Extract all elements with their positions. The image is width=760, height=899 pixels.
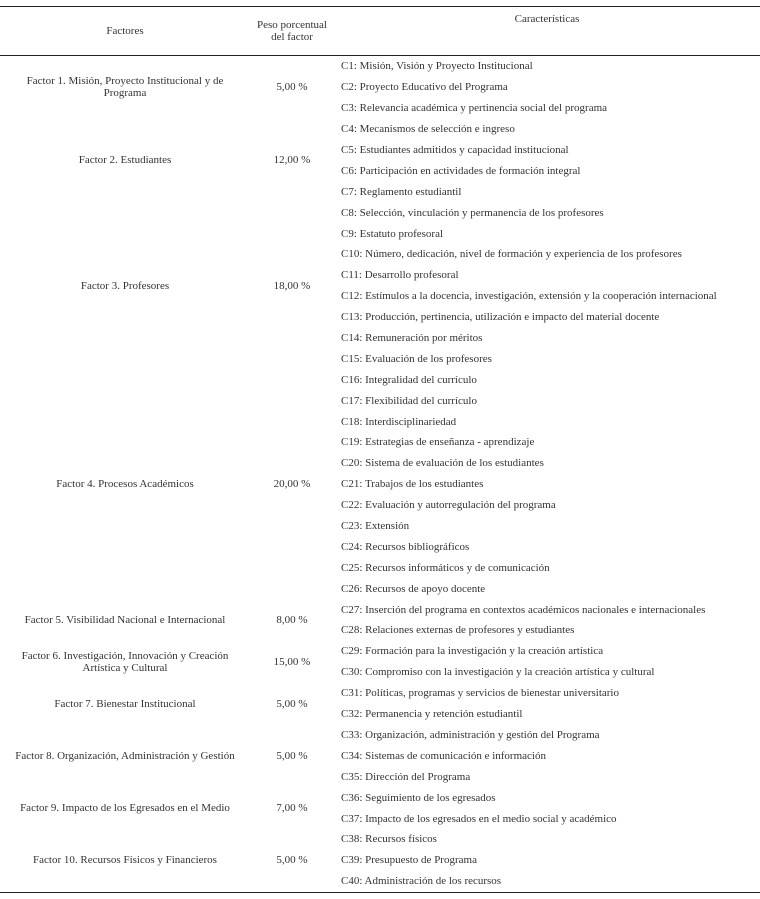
factor-name: Factor 5. Visibilidad Nacional e Internacional (24, 614, 226, 627)
factor-weight: 7,00 % (276, 802, 308, 815)
characteristic: C13: Producción, pertinencia, utilización e impacto del material docente (341, 311, 660, 324)
factor-weight: 20,00 % (273, 478, 311, 491)
table-row (0, 641, 760, 662)
factor-name: Factor 1. Misión, Proyecto Institucional y de Programa (26, 75, 224, 100)
factor-name: Factor 4. Procesos Académicos (56, 478, 194, 491)
table-header (0, 7, 760, 56)
table-row (0, 202, 760, 223)
characteristic: C19: Estrategias de enseñanza - aprendizaje (341, 436, 535, 449)
characteristic: C36: Seguimiento de los egresados (341, 791, 496, 804)
characteristic: C5: Estudiantes admitidos y capacidad institucional (341, 144, 569, 156)
characteristic: C6: Participación en actividades de formación integral (341, 164, 581, 177)
characteristic: C23: Extensión (341, 520, 410, 533)
table-row (0, 683, 760, 704)
characteristic: C33: Organización, administración y gestión del Programa (341, 728, 600, 741)
table-row (0, 829, 760, 850)
factor-name: Factor 10. Recursos Físicos y Financieros (33, 854, 217, 867)
characteristic: C37: Impacto de los egresados en el medio social y académico (341, 812, 617, 825)
factor-name: Factor 3. Profesores (80, 279, 170, 292)
characteristic: C25: Recursos informáticos y de comunicación (341, 561, 550, 574)
characteristic: C17: Flexibilidad del currículo (341, 394, 477, 407)
factor-weight: 5,00 % (276, 854, 308, 867)
header-caracteristicas: Características (514, 13, 580, 25)
characteristic: C7: Reglamento estudiantil (341, 185, 462, 198)
factor-weight: 18,00 % (273, 279, 311, 292)
characteristic: C16: Integralidad del currículo (341, 373, 477, 386)
characteristic: C26: Recursos de apoyo docente (341, 582, 486, 595)
table-row (0, 119, 760, 140)
characteristic: C4: Mecanismos de selección e ingreso (341, 123, 515, 136)
table-row (0, 369, 760, 390)
header-peso: Peso porcentual del factor (257, 19, 327, 43)
characteristic: C38: Recursos físicos (341, 833, 437, 846)
characteristic: C2: Proyecto Educativo del Programa (341, 81, 508, 94)
table-row (0, 599, 760, 620)
factors-table (0, 6, 760, 893)
characteristic: C18: Interdisciplinariedad (341, 415, 457, 428)
factor-name: Factor 6. Investigación, Innovación y Creación Artística y Cultural (21, 649, 229, 674)
characteristic: C28: Relaciones externas de profesores y estudiantes (341, 624, 575, 637)
table-body (0, 56, 760, 893)
characteristic: C31: Políticas, programas y servicios de bienestar universitario (341, 687, 619, 700)
factor-weight: 8,00 % (276, 614, 308, 627)
characteristic: C40: Administración de los recursos (341, 875, 502, 888)
characteristic: C35: Dirección del Programa (341, 770, 471, 783)
characteristic: C30: Compromiso con la investigación y la creación artística y cultural (341, 666, 655, 679)
factor-weight: 5,00 % (276, 81, 308, 94)
characteristic: C15: Evaluación de los profesores (341, 352, 492, 365)
table-row (0, 787, 760, 808)
characteristic: C10: Número, dedicación, nivel de formación y experiencia de los profesores (341, 248, 682, 261)
header-factores: Factores (106, 25, 144, 37)
characteristic: C22: Evaluación y autorregulación del programa (341, 499, 556, 512)
factor-name: Factor 7. Bienestar Institucional (54, 697, 196, 710)
factor-weight: 5,00 % (276, 697, 308, 710)
factor-weight: 15,00 % (273, 655, 311, 668)
characteristic: C14: Remuneración por méritos (341, 332, 483, 345)
factor-weight: 12,00 % (273, 154, 311, 167)
characteristic: C1: Misión, Visión y Proyecto Institucional (341, 60, 533, 73)
factor-name: Factor 8. Organización, Administración y Gestión (15, 749, 235, 762)
characteristic: C8: Selección, vinculación y permanencia de los profesores (341, 206, 604, 219)
factors-table-container (0, 6, 760, 893)
characteristic: C34: Sistemas de comunicación e información (341, 749, 546, 762)
characteristic: C9: Estatuto profesoral (341, 227, 444, 240)
characteristic: C21: Trabajos de los estudiantes (341, 478, 484, 491)
characteristic: C29: Formación para la investigación y la creación artística (341, 645, 604, 658)
characteristic: C20: Sistema de evaluación de los estudiantes (341, 457, 544, 470)
factor-weight: 5,00 % (276, 749, 308, 762)
characteristic: C3: Relevancia académica y pertinencia social del programa (341, 102, 608, 115)
characteristic: C11: Desarrollo profesoral (341, 269, 459, 282)
table-row (0, 725, 760, 746)
characteristic: C12: Estímulos a la docencia, investigación, extensión y la cooperación internacional (341, 290, 717, 303)
factor-name: Factor 9. Impacto de los Egresados en el Medio (20, 802, 230, 815)
table-row (0, 56, 760, 77)
factor-name: Factor 2. Estudiantes (78, 154, 172, 167)
characteristic: C27: Inserción del programa en contextos académicos nacionales e internacionales (341, 603, 706, 616)
characteristic: C24: Recursos bibliográficos (341, 540, 470, 553)
characteristic: C32: Permanencia y retención estudiantil (341, 708, 523, 721)
characteristic: C39: Presupuesto de Programa (341, 854, 477, 867)
